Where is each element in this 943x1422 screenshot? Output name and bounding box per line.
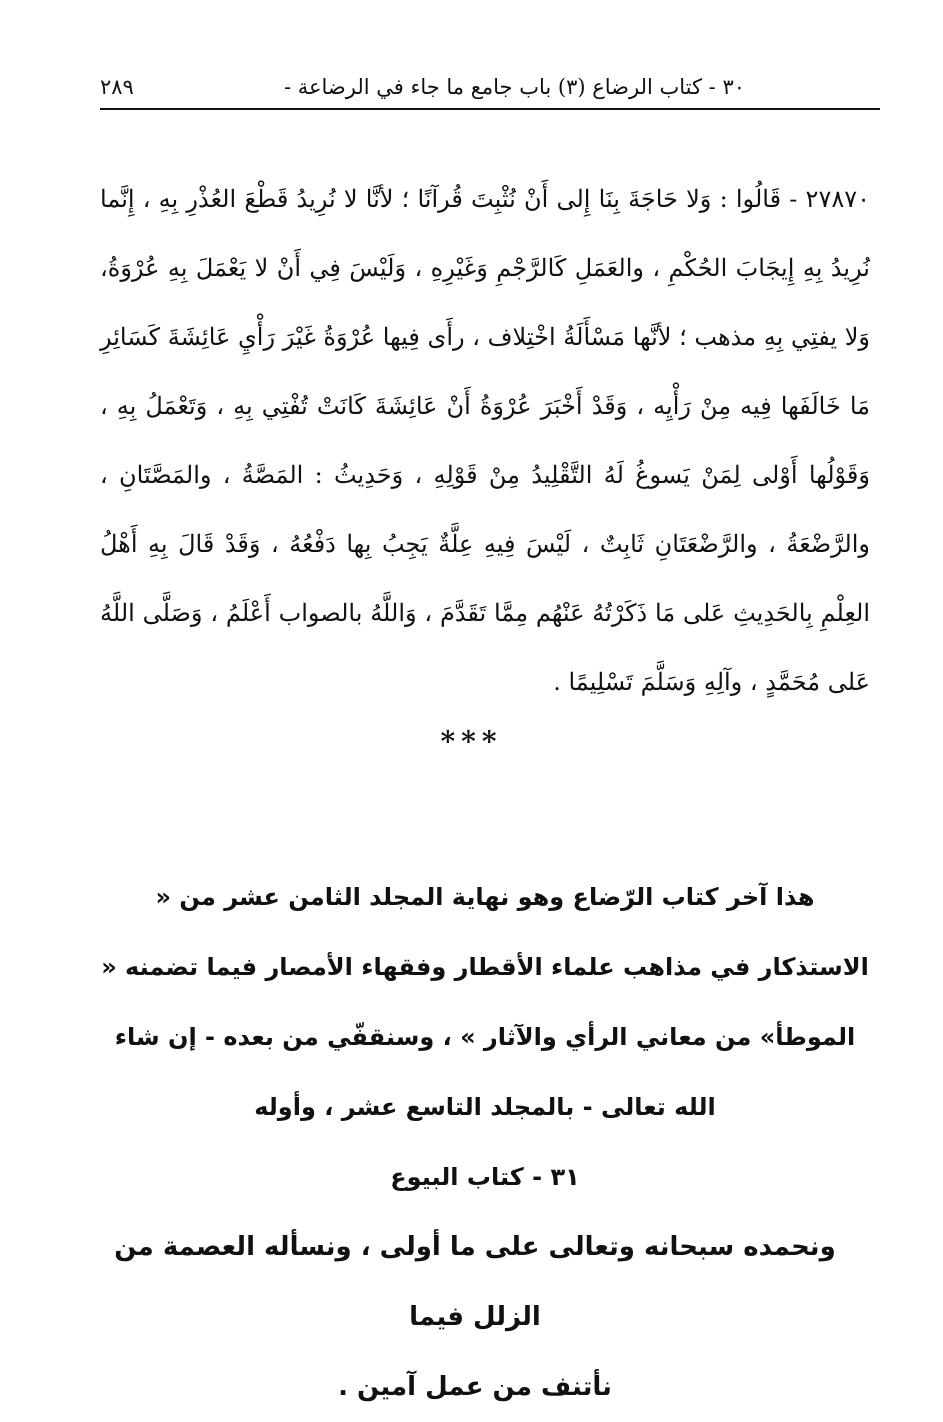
closing-line-2: نأتنف من عمل آمين . — [338, 1372, 612, 1402]
running-head — [100, 72, 880, 110]
body-text — [100, 165, 870, 717]
page-number: ٢٨٩ — [100, 75, 134, 99]
section-separator: *** — [440, 725, 503, 758]
closing-line-1: ونحمده سبحانه وتعالى على ما أولى ، ونسأله العصمة من الزلل فيما — [114, 1232, 836, 1332]
colophon — [100, 862, 870, 1212]
paragraph-27870: ٢٧٨٧٠ - قَالُوا : وَلا حَاجَةَ بِنَا إِلى أَنْ نُثْبِتَ قُرآنًا ؛ لأنَّا لا نُرِيدُ قَطْعَ العُذْرِ بِهِ ، إِنَّما نُرِيدُ بِهِ إِيجَابَ الحُكْمِ ، والعَمَلِ كَالرَّجْمِ وَغَيْرِهِ ، وَلَيْسَ فِي أَنْ لا يَعْمَلَ بِهِ عُرْوَةُ، وَلا يفتِي بِهِ مذهب ؛ لأنَّها مَسْأَلَةُ اخْتِلاف ، رأَى فِيها عُرْوَةُ غَيْرَ رَأْيِ عَائِشَةَ كَسَائِرِ مَا خَالَفَها فِيه مِنْ رَأْيِه ، وَقَدْ أَخْبَرَ عُرْوَةُ أَنْ عَائِشَةَ كَانَتْ تُفْتِي بِهِ ، وَتَعْمَلُ بِهِ ، وَقَوْلُها أَوْلى لِمَنْ يَسوغُ لَهُ التَّقْلِيدُ مِنْ قَوْلِهِ ، وَحَدِيثُ : المَصَّةُ ، والمَصَّتَانِ ، والرَّضْعَةُ ، والرَّضْعَتَانِ ثَابِتٌ ، لَيْسَ فِيهِ عِلَّةٌ يَجِبُ بِها دَفْعُهُ ، وَقَدْ قَالَ بِهِ أَهْلُ العِلْمِ بِالحَدِيثِ عَلى مَا ذَكَرْتُهُ عَنْهُم مِمَّا تَقَدَّمَ ، وَاللَّهُ بالصواب أَعْلَمُ ، وَصَلَّى اللَّهُ عَلى مُحَمَّدٍ ، وآلِهِ وَسَلَّمَ تَسْلِيمًا . — [100, 185, 870, 696]
closing-prayer — [80, 1212, 870, 1422]
colophon-text: هذا آخر كتاب الرّضاع وهو نهاية المجلد الثامن عشر من « الاستذكار في مذاهب علماء الأقطار وفقهاء الأمصار فيما تضمنه « الموطأ» من معاني الرأي والآثار » ، وسنقفّي من بعده - إن شاء الله تعالى - بالمجلد التاسع عشر ، وأوله — [101, 883, 869, 1121]
next-book-title: ٣١ - كتاب البيوع — [390, 1163, 580, 1191]
running-head-title: ٣٠ - كتاب الرضاع (٣) باب جامع ما جاء في الرضاعة - — [284, 72, 745, 102]
